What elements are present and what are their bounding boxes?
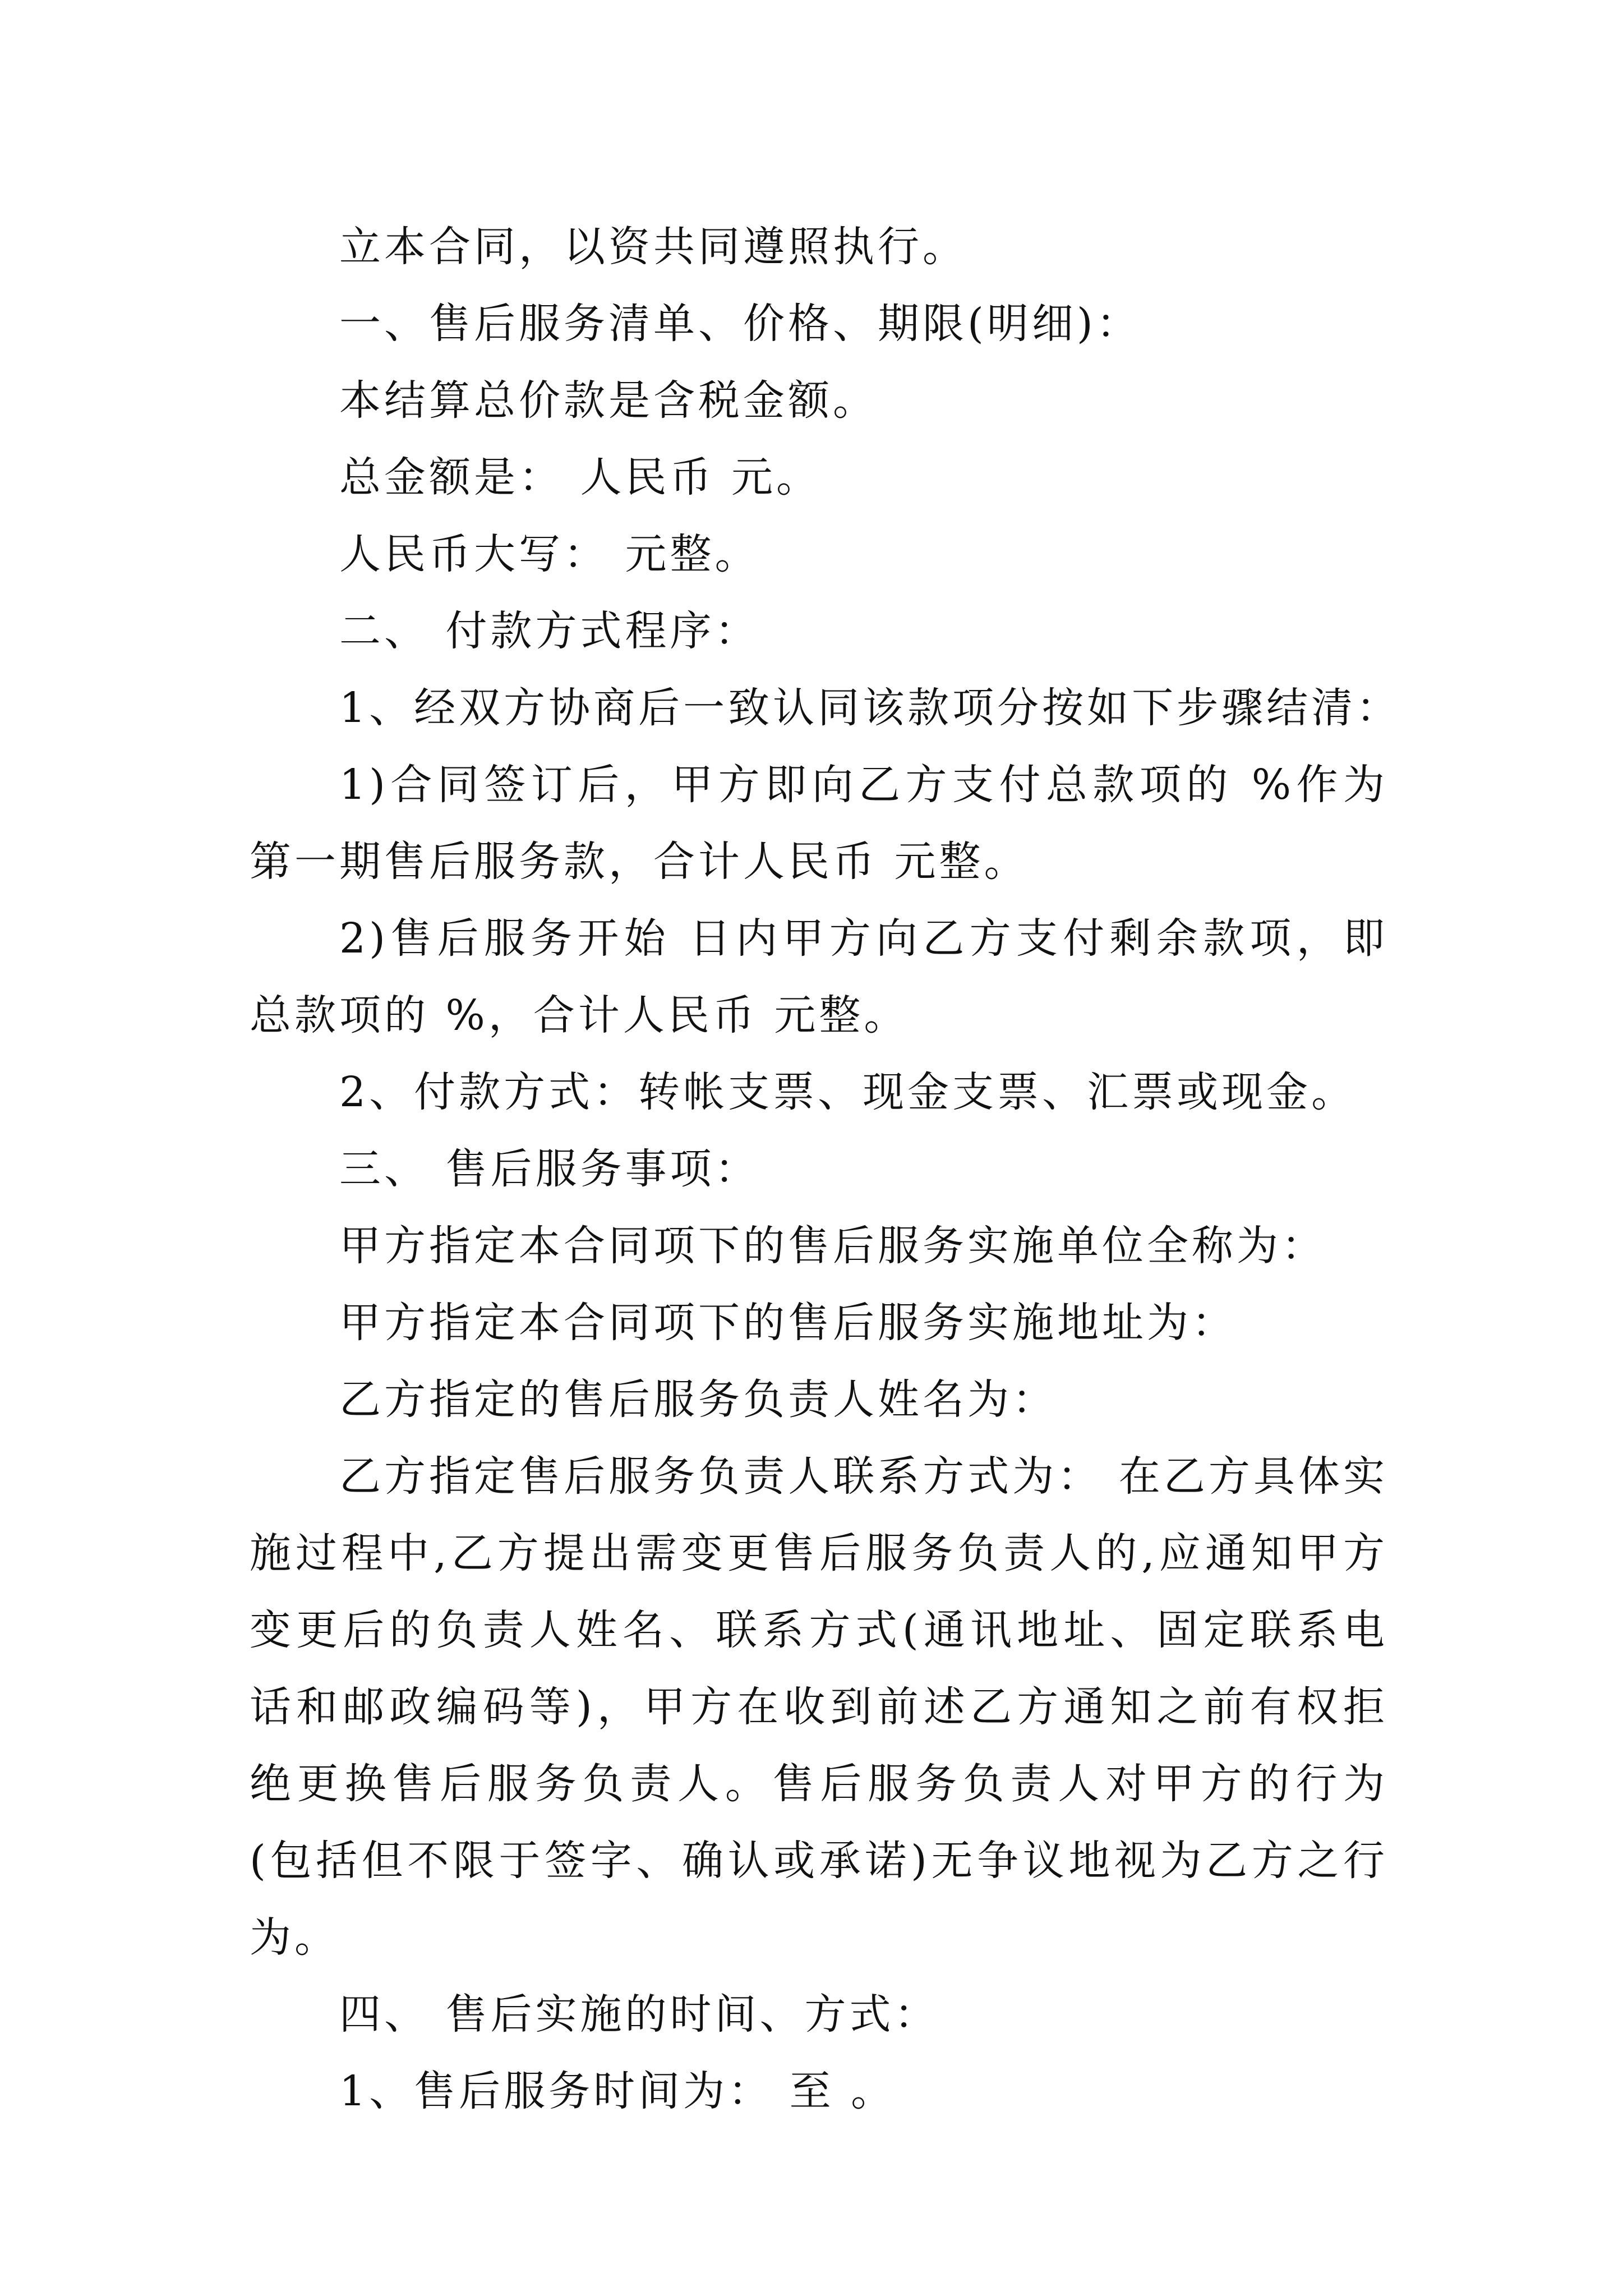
heading-payment-procedure: 二、 付款方式程序：	[339, 607, 760, 655]
contract-body	[250, 209, 1401, 2130]
heading-service-matters: 三、 售后服务事项：	[339, 1145, 760, 1193]
paragraph-tax-included: 本结算总价款是含税金额。	[339, 376, 878, 425]
paragraph-service-unit: 甲方指定本合同项下的售后服务实施单位全称为：	[339, 1222, 1326, 1270]
paragraph-second-payment: 2)售后服务开始 日内甲方向乙方支付剩余款项，即总款项的 %，合计人民币 元整。	[250, 914, 1388, 1039]
paragraph-service-address: 甲方指定本合同项下的售后服务实施地址为：	[339, 1299, 1237, 1347]
heading-implementation: 四、 售后实施的时间、方式：	[339, 1990, 939, 2039]
paragraph-closing-statement: 立本合同，以资共同遵照执行。	[339, 223, 967, 271]
paragraph-responsible-person: 乙方指定的售后服务负责人姓名为：	[339, 1375, 1057, 1424]
paragraph-total-amount: 总金额是： 人民币 元。	[339, 453, 822, 501]
paragraph-first-payment: 1)合同签订后，甲方即向乙方支付总款项的 %作为第一期售后服务款，合计人民币 元整。	[250, 761, 1388, 886]
paragraph-amount-in-words: 人民币大写： 元整。	[339, 530, 760, 578]
paragraph-service-time: 1、售后服务时间为： 至 。	[339, 2067, 896, 2115]
heading-service-list: 一、售后服务清单、价格、期限(明细)：	[339, 300, 1141, 348]
paragraph-payment-methods: 2、付款方式：转帐支票、现金支票、汇票或现金。	[339, 1068, 1357, 1116]
paragraph-contact-change: 乙方指定售后服务负责人联系方式为： 在乙方具体实施过程中,乙方提出需变更售后服务负责人的,应通知甲方变更后的负责人姓名、联系方式(通讯地址、固定联系电话和邮政编码等)，甲方在收到前述乙方通知之前有权拒绝更换售后服务负责人。售后服务负责人对甲方的行为(包括但不限于签字、确认或承诺)无争议地视为乙方之行为。	[250, 1452, 1388, 1962]
paragraph-payment-steps: 1、经双方协商后一致认同该款项分按如下步骤结清：	[339, 684, 1401, 732]
